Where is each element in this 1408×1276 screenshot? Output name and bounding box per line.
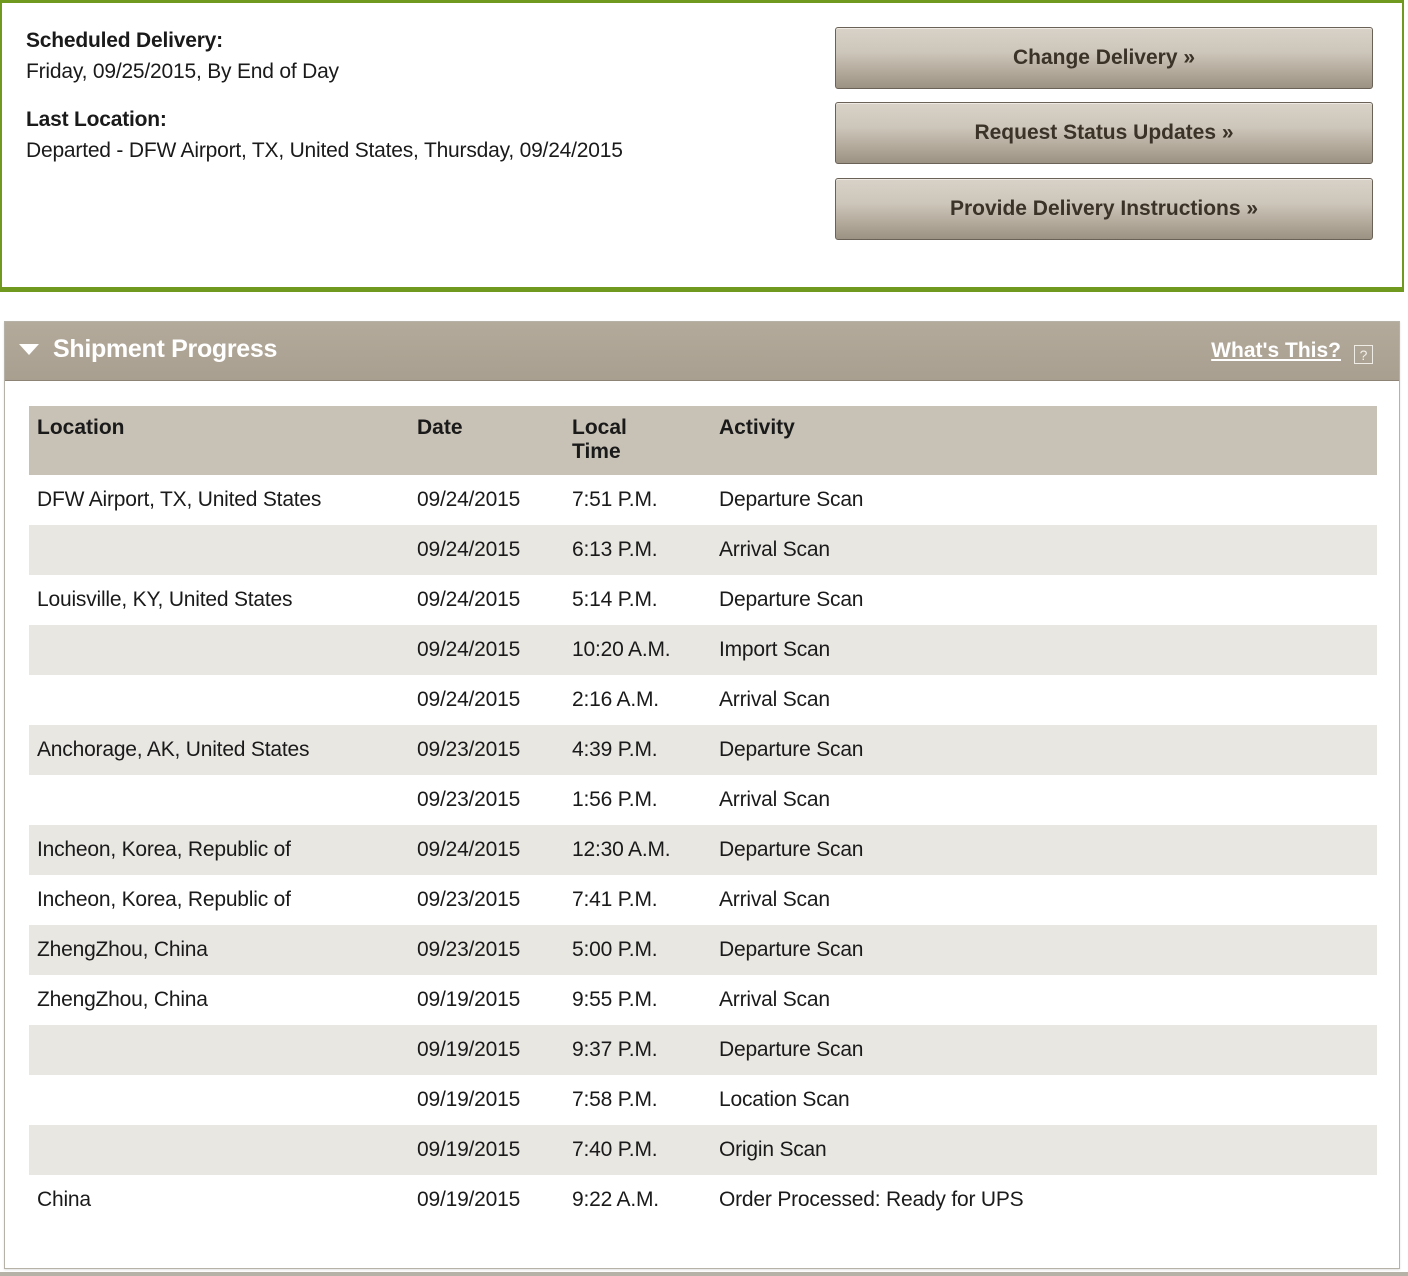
cell-date: 09/24/2015	[409, 525, 564, 575]
table-row	[29, 1025, 1377, 1075]
cell-date: 09/24/2015	[409, 575, 564, 625]
cell-location	[29, 525, 409, 575]
column-header-local-time-line2: Time	[572, 439, 621, 463]
scheduled-delivery-value: Friday, 09/25/2015, By End of Day	[26, 60, 339, 83]
delivery-summary-panel	[0, 0, 1404, 292]
cell-location: Louisville, KY, United States	[29, 575, 409, 625]
cell-date: 09/19/2015	[409, 1175, 564, 1225]
cell-activity: Arrival Scan	[711, 775, 1377, 825]
cell-date: 09/19/2015	[409, 975, 564, 1025]
cell-location	[29, 1075, 409, 1125]
cell-location: ZhengZhou, China	[29, 975, 409, 1025]
cell-local-time: 1:56 P.M.	[564, 775, 711, 825]
column-header-location: Location	[29, 406, 409, 475]
cell-local-time: 7:51 P.M.	[564, 475, 711, 525]
cell-activity: Departure Scan	[711, 925, 1377, 975]
cell-activity: Order Processed: Ready for UPS	[711, 1175, 1377, 1225]
cell-location	[29, 1025, 409, 1075]
cell-location	[29, 775, 409, 825]
cell-activity: Import Scan	[711, 625, 1377, 675]
cell-local-time: 9:55 P.M.	[564, 975, 711, 1025]
table-row	[29, 975, 1377, 1025]
shipment-progress-table	[29, 406, 1377, 1225]
shipment-progress-body	[29, 475, 1377, 1225]
cell-date: 09/24/2015	[409, 825, 564, 875]
shipment-progress-title: Shipment Progress	[53, 335, 278, 363]
cell-local-time: 5:14 P.M.	[564, 575, 711, 625]
last-location-value: Departed - DFW Airport, TX, United States, Thursday, 09/24/2015	[26, 139, 623, 162]
cell-local-time: 10:20 A.M.	[564, 625, 711, 675]
cell-local-time: 9:22 A.M.	[564, 1175, 711, 1225]
cell-location: DFW Airport, TX, United States	[29, 475, 409, 525]
cell-local-time: 4:39 P.M.	[564, 725, 711, 775]
cell-location: ZhengZhou, China	[29, 925, 409, 975]
cell-activity: Arrival Scan	[711, 875, 1377, 925]
cell-activity: Departure Scan	[711, 1025, 1377, 1075]
scheduled-delivery-label: Scheduled Delivery:	[26, 29, 223, 52]
cell-local-time: 7:41 P.M.	[564, 875, 711, 925]
table-row	[29, 925, 1377, 975]
cell-activity: Departure Scan	[711, 825, 1377, 875]
cell-activity: Location Scan	[711, 1075, 1377, 1125]
cell-date: 09/24/2015	[409, 475, 564, 525]
column-header-local-time	[564, 406, 711, 475]
cell-date: 09/24/2015	[409, 625, 564, 675]
cell-location	[29, 1125, 409, 1175]
change-delivery-button[interactable]: Change Delivery »	[835, 27, 1373, 89]
cell-date: 09/19/2015	[409, 1125, 564, 1175]
table-row	[29, 825, 1377, 875]
panel-footer-spacer	[5, 1254, 1399, 1268]
cell-location: Anchorage, AK, United States	[29, 725, 409, 775]
provide-delivery-instructions-button[interactable]: Provide Delivery Instructions »	[835, 178, 1373, 240]
whats-this-link[interactable]: What's This?	[1211, 339, 1341, 362]
shipment-progress-panel	[4, 321, 1400, 1269]
cell-local-time: 7:40 P.M.	[564, 1125, 711, 1175]
cell-location: Incheon, Korea, Republic of	[29, 875, 409, 925]
table-row	[29, 575, 1377, 625]
table-row	[29, 525, 1377, 575]
cell-local-time: 5:00 P.M.	[564, 925, 711, 975]
shipment-progress-table-wrap	[29, 406, 1377, 1225]
cell-date: 09/23/2015	[409, 925, 564, 975]
table-row	[29, 625, 1377, 675]
cell-location: China	[29, 1175, 409, 1225]
cell-location: Incheon, Korea, Republic of	[29, 825, 409, 875]
cell-date: 09/23/2015	[409, 875, 564, 925]
cell-activity: Arrival Scan	[711, 975, 1377, 1025]
cell-date: 09/19/2015	[409, 1075, 564, 1125]
request-status-updates-button[interactable]: Request Status Updates »	[835, 102, 1373, 164]
cell-location	[29, 625, 409, 675]
table-header-row	[29, 406, 1377, 475]
cell-activity: Arrival Scan	[711, 525, 1377, 575]
cell-local-time: 7:58 P.M.	[564, 1075, 711, 1125]
cell-activity: Arrival Scan	[711, 675, 1377, 725]
cell-local-time: 2:16 A.M.	[564, 675, 711, 725]
cell-activity: Origin Scan	[711, 1125, 1377, 1175]
table-row	[29, 1175, 1377, 1225]
cell-local-time: 6:13 P.M.	[564, 525, 711, 575]
cell-date: 09/24/2015	[409, 675, 564, 725]
cell-local-time: 12:30 A.M.	[564, 825, 711, 875]
cell-date: 09/19/2015	[409, 1025, 564, 1075]
table-row	[29, 775, 1377, 825]
column-header-date: Date	[409, 406, 564, 475]
cell-local-time: 9:37 P.M.	[564, 1025, 711, 1075]
bottom-divider	[0, 1272, 1408, 1276]
shipment-progress-header[interactable]	[5, 322, 1399, 381]
cell-activity: Departure Scan	[711, 475, 1377, 525]
table-row	[29, 675, 1377, 725]
help-question-icon[interactable]: ?	[1354, 345, 1373, 364]
cell-location	[29, 675, 409, 725]
table-row	[29, 725, 1377, 775]
column-header-activity: Activity	[711, 406, 1377, 475]
column-header-local-time-line1: Local	[572, 416, 627, 439]
cell-date: 09/23/2015	[409, 775, 564, 825]
collapse-triangle-icon[interactable]	[19, 344, 39, 355]
table-row	[29, 475, 1377, 525]
table-row	[29, 1075, 1377, 1125]
last-location-label: Last Location:	[26, 108, 167, 131]
table-row	[29, 875, 1377, 925]
cell-activity: Departure Scan	[711, 575, 1377, 625]
table-row	[29, 1125, 1377, 1175]
cell-date: 09/23/2015	[409, 725, 564, 775]
cell-activity: Departure Scan	[711, 725, 1377, 775]
